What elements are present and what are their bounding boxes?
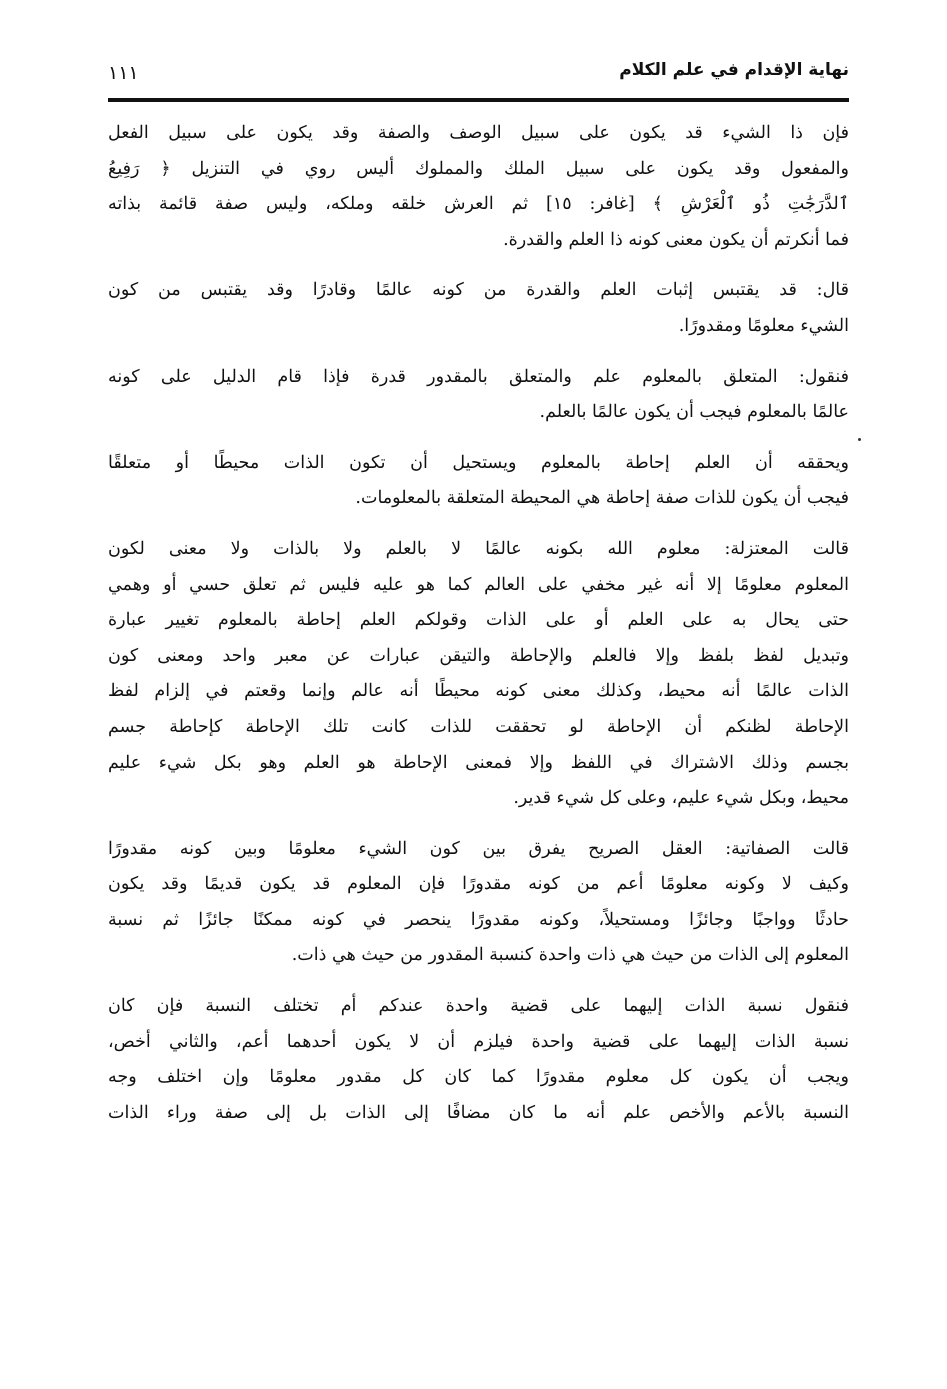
text-line: فنقول نسبة الذات إليهما على قضية واحدة عندكم أم تختلف النسبة فإن كان (108, 996, 849, 1017)
text-line: الذات عالمًا أنه محيط، وكذلك معنى كونه محيطًا أنه عالم وإنما وقعتم في إلزام لفظ (108, 681, 849, 702)
paragraph-1 (108, 116, 849, 258)
text-line: ويحققه أن العلم إحاطة بالمعلوم ويستحيل أن تكون الذات محيطًا أو متعلقًا (108, 452, 849, 473)
text-line: قالت الصفاتية: العقل الصريح يفرق بين كون الشيء معلومًا وبين كونه مقدورًا (108, 838, 849, 859)
text-line: فما أنكرتم أن يكون معنى كونه ذا العلم والقدرة. (503, 229, 849, 250)
text-line: فيجب أن يكون للذات صفة إحاطة هي المحيطة المتعلقة بالمعلومات. (355, 488, 849, 509)
paragraph-4 (108, 446, 849, 517)
text-line: محيط، وبكل شيء عليم، وعلى كل شيء قدير. (513, 788, 849, 809)
book-title: نهاية الإقدام في علم الكلام (619, 60, 849, 80)
text-line: الإحاطة لظنكم أن الإحاطة لو تحققت للذات كانت تلك الإحاطة كإحاطة جسم (108, 716, 849, 737)
paragraph-6 (108, 832, 849, 974)
text-line: نسبة الذات إليهما على قضية واحدة فيلزم أن لا يكون أحدهما أعم، والثاني أخص، (108, 1031, 849, 1052)
text-line: ٱلدَّرَجَٰتِ ذُو ٱلْعَرْشِ ﴾ [غافر: ١٥] ثم العرش خلقه وملكه، وليس صفة قائمة بذاته (108, 194, 850, 215)
margin-dot (858, 438, 861, 441)
text-line: المعلوم معلومًا إلا أنه غير مخفي على العالم كما هو عليه فليس ثم تعلق حسي أو وهمي (108, 574, 849, 595)
text-line: بجسم وذلك الاشتراك في اللفظ وإلا فمعنى الإحاطة هو العلم وهو بكل شيء عليم (108, 752, 849, 773)
paragraph-5 (108, 532, 849, 817)
paragraph-3 (108, 360, 849, 431)
text-line: وكيف لا وكونه معلومًا أعم من كونه مقدورًا فإن المعلوم قد يكون قديمًا وقد يكون (108, 874, 849, 895)
text-line: ويجب أن يكون كل معلوم مقدورًا كما كان كل مقدور معلومًا وإن اختلف وجه (108, 1067, 849, 1088)
text-line: وتبديل لفظ بلفظ وإلا فالعلم والإحاطة والتيقن عبارات عن معبر واحد ومعنى كون (108, 645, 849, 666)
text-line: الشيء معلومًا ومقدورًا. (678, 315, 849, 336)
text-line: والمفعول وقد يكون على سبيل الملك والمملوك أليس روي في التنزيل ﴿ رَفِيعُ (108, 158, 849, 179)
text-line: فنقول: المتعلق بالمعلوم علم والمتعلق بالمقدور قدرة فإذا قام الدليل على كونه (108, 366, 849, 387)
text-line: حتى يحال به على العلم أو على الذات وقولكم العلم إحاطة بالمعلوم تغيير عبارة (108, 610, 849, 631)
text-line: قال: قد يقتبس إثبات العلم والقدرة من كونه عالمًا وقادرًا وقد يقتبس من كون (108, 280, 849, 301)
header-rule (108, 98, 849, 102)
text-line: عالمًا بالمعلوم فيجب أن يكون عالمًا بالعلم. (539, 402, 849, 423)
paragraph-7 (108, 989, 849, 1131)
text-line: حادثًا وواجبًا وجائزًا ومستحيلاً، وكونه مقدورًا ينحصر في كونه ممكنًا جائزًا ثم نسبة (108, 909, 849, 930)
paragraph-2 (108, 273, 849, 344)
running-header (108, 56, 849, 90)
page-number: ١١١ (108, 62, 139, 84)
text-line: قالت المعتزلة: معلوم الله بكونه عالمًا لا بالعلم ولا بالذات ولا معنى لكون (108, 538, 849, 559)
page-body (108, 116, 849, 1146)
text-line: النسبة بالأعم والأخص علم أنه ما كان مضافًا إلى الذات بل إلى صفة وراء الذات (108, 1102, 849, 1123)
text-line: المعلوم إلى الذات من حيث هي ذات واحدة كنسبة المقدور من حيث هي ذات. (291, 945, 849, 966)
text-line: فإن ذا الشيء قد يكون على سبيل الوصف والصفة وقد يكون على سبيل الفعل (108, 123, 849, 143)
